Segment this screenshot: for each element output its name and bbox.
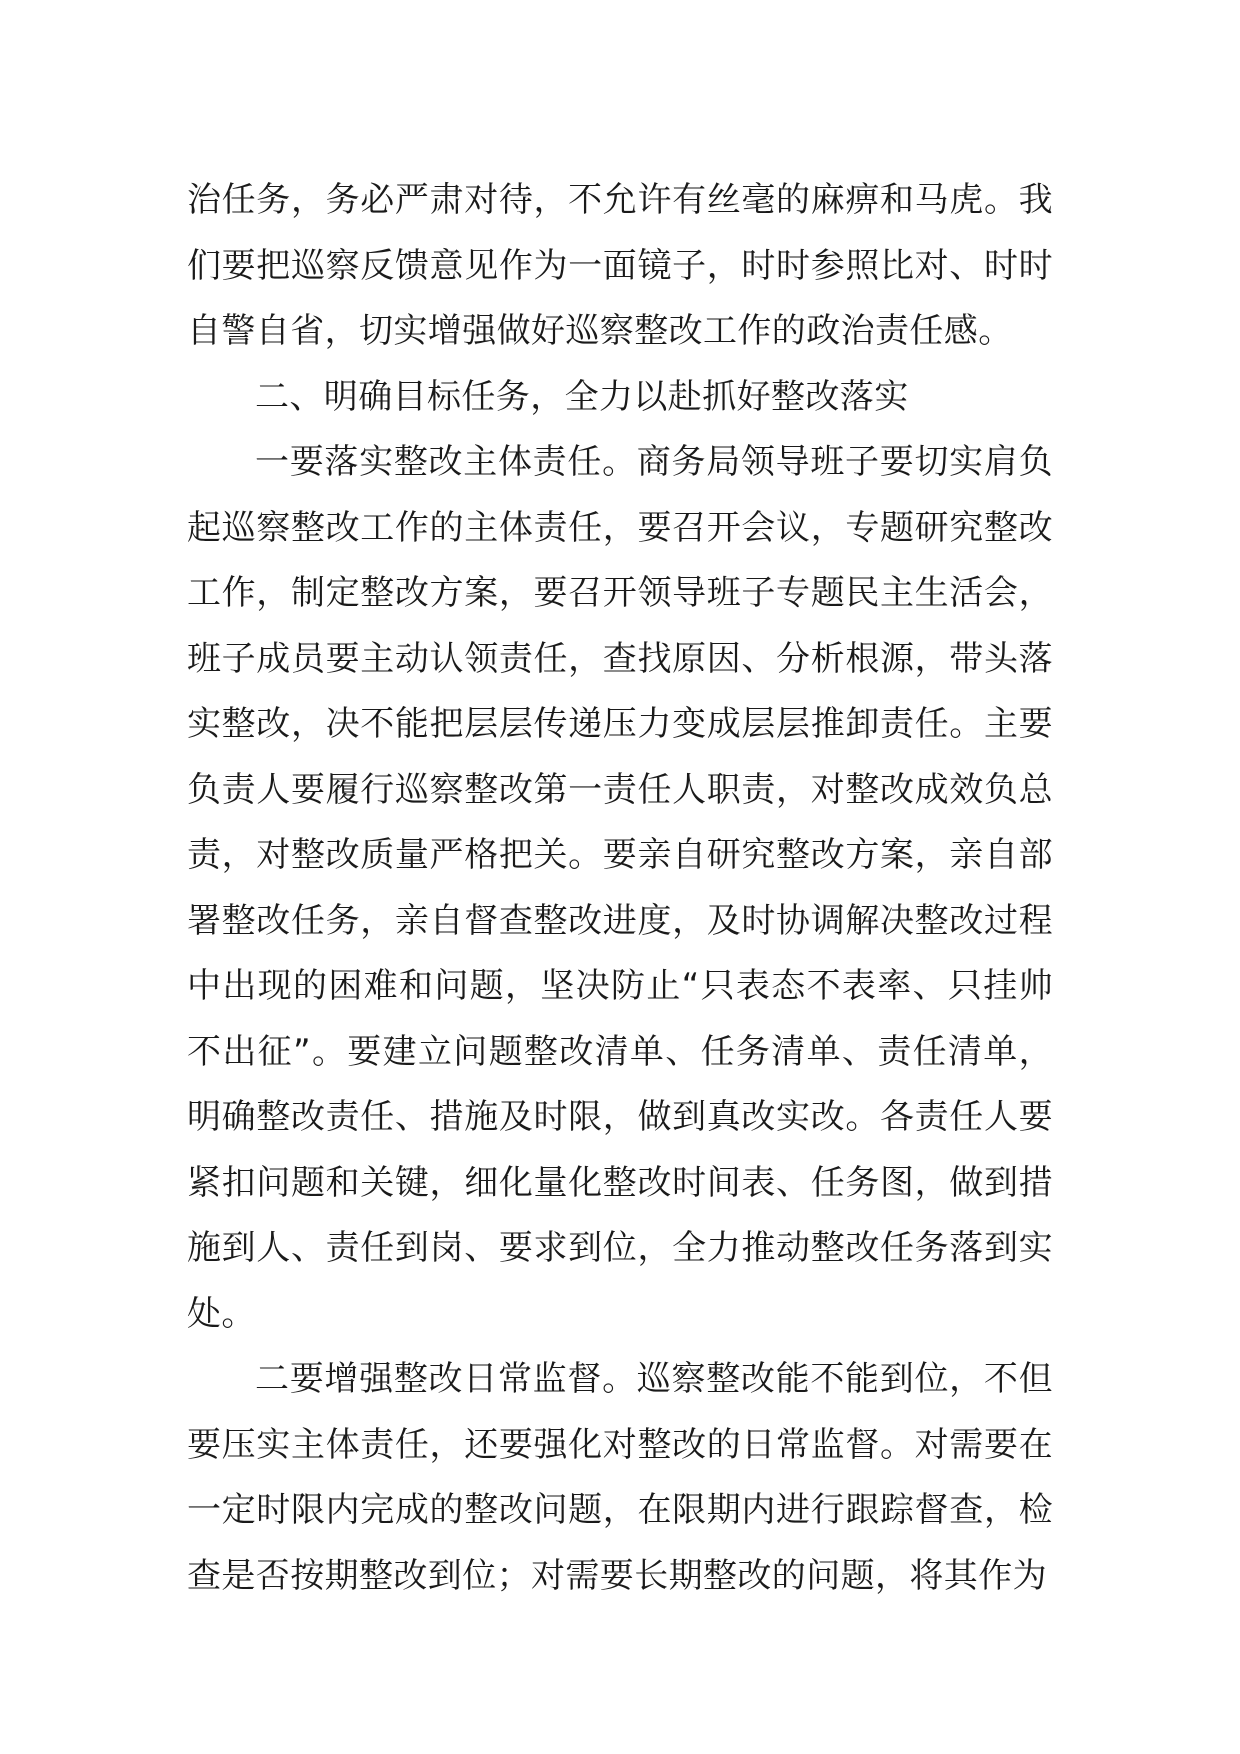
- document-body: [187, 168, 1053, 1609]
- paragraph-continuation: 治任务，务必严肃对待，不允许有丝毫的麻痹和马虎。我们要把巡察反馈意见作为一面镜子，时时参照比对、时时自警自省，切实增强做好巡察整改工作的政治责任感。: [187, 180, 1053, 351]
- section-heading: 二、明确目标任务，全力以赴抓好整改落实: [255, 376, 909, 417]
- paragraph-daily-supervision: 二要增强整改日常监督。巡察整改能不能到位，不但要压实主体责任，还要强化对整改的日常监督。对需要在一定时限内完成的整改问题，在限期内进行跟踪督查，检查是否按期整改到位；对需要长期整改的问题，将其作为: [187, 1359, 1053, 1596]
- paragraph-main-responsibility: 一要落实整改主体责任。商务局领导班子要切实肩负起巡察整改工作的主体责任，要召开会议，专题研究整改工作，制定整改方案，要召开领导班子专题民主生活会，班子成员要主动认领责任，查找原因、分析根源，带头落实整改，决不能把层层传递压力变成层层推卸责任。主要负责人要履行巡察整改第一责任人职责，对整改成效负总责，对整改质量严格把关。要亲自研究整改方案，亲自部署整改任务，亲自督查整改进度，及时协调解决整改过程中出现的困难和问题，坚决防止“只表态不表率、只挂帅不出征”。要建立问题整改清单、任务清单、责任清单，明确整改责任、措施及时限，做到真改实改。各责任人要紧扣问题和关键，细化量化整改时间表、任务图，做到措施到人、责任到岗、要求到位，全力推动整改任务落到实处。: [187, 442, 1053, 1334]
